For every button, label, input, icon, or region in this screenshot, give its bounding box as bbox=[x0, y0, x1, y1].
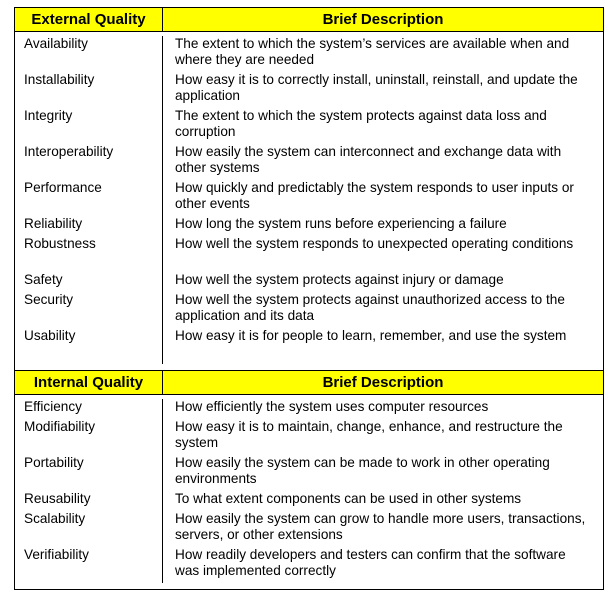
table-row bbox=[15, 144, 603, 180]
quality-attribute-description: How quickly and predictably the system responds to user inputs or other events bbox=[175, 180, 574, 211]
table-row bbox=[15, 180, 603, 216]
table-row bbox=[15, 292, 603, 328]
quality-attribute-name: Interoperability bbox=[15, 144, 163, 180]
quality-attribute-description: How easily the system can grow to handle more users, transactions, servers, or other extensions bbox=[175, 511, 586, 542]
quality-attribute-description: How readily developers and testers can confirm that the software was implemented correctly bbox=[175, 547, 566, 578]
quality-attribute-description: How long the system runs before experiencing a failure bbox=[175, 216, 507, 231]
table-row bbox=[15, 236, 603, 272]
table-row bbox=[15, 328, 603, 364]
internal-quality-section bbox=[15, 370, 603, 589]
quality-attribute-description: How easy it is to maintain, change, enhance, and restructure the system bbox=[175, 419, 563, 450]
external-rows bbox=[15, 32, 603, 370]
quality-attribute-description: To what extent components can be used in other systems bbox=[175, 491, 522, 506]
external-quality-section bbox=[15, 8, 603, 370]
external-description-header: Brief Description bbox=[322, 11, 444, 28]
table-row bbox=[15, 108, 603, 144]
quality-attribute-description: How easy it is to correctly install, uninstall, reinstall, and update the application bbox=[175, 72, 578, 103]
quality-attribute-name: Performance bbox=[15, 180, 163, 216]
quality-attribute-name: Safety bbox=[15, 272, 163, 292]
quality-attribute-name: Robustness bbox=[15, 236, 163, 272]
quality-attribute-description: How easily the system can interconnect and exchange data with other systems bbox=[175, 144, 562, 175]
quality-attribute-description: The extent to which the system protects against data loss and corruption bbox=[175, 108, 547, 139]
external-header-row bbox=[15, 8, 603, 32]
table-row bbox=[15, 36, 603, 72]
table-row bbox=[15, 272, 603, 292]
internal-rows bbox=[15, 395, 603, 589]
quality-attribute-name: Installability bbox=[15, 72, 163, 108]
quality-attribute-name: Efficiency bbox=[15, 399, 163, 419]
quality-attribute-description: How well the system protects against injury or damage bbox=[175, 272, 504, 287]
quality-attribute-name: Integrity bbox=[15, 108, 163, 144]
quality-attribute-name: Verifiability bbox=[15, 547, 163, 583]
table-row bbox=[15, 491, 603, 511]
quality-attribute-name: Security bbox=[15, 292, 163, 328]
table-row bbox=[15, 511, 603, 547]
internal-header-row bbox=[15, 371, 603, 395]
internal-description-header: Brief Description bbox=[322, 374, 444, 391]
quality-attribute-description: How well the system responds to unexpected operating conditions bbox=[175, 236, 574, 251]
quality-attribute-name: Reliability bbox=[15, 216, 163, 236]
quality-attribute-description: How efficiently the system uses computer resources bbox=[175, 399, 489, 414]
quality-attribute-description: How easily the system can be made to work in other operating environments bbox=[175, 455, 550, 486]
quality-attribute-name: Portability bbox=[15, 455, 163, 491]
quality-attribute-description: How well the system protects against unauthorized access to the application and its data bbox=[175, 292, 565, 323]
quality-attribute-name: Scalability bbox=[15, 511, 163, 547]
quality-attributes-table bbox=[14, 7, 604, 590]
table-row bbox=[15, 419, 603, 455]
quality-attribute-name: Usability bbox=[15, 328, 163, 364]
table-row bbox=[15, 216, 603, 236]
table-row bbox=[15, 72, 603, 108]
table-row bbox=[15, 455, 603, 491]
internal-quality-header: Internal Quality bbox=[15, 371, 163, 394]
table-row bbox=[15, 547, 603, 583]
quality-attribute-description: How easy it is for people to learn, remember, and use the system bbox=[175, 328, 567, 343]
quality-attribute-name: Availability bbox=[15, 36, 163, 72]
quality-attribute-name: Modifiability bbox=[15, 419, 163, 455]
quality-attribute-description: The extent to which the system’s services are available when and where they are needed bbox=[175, 36, 570, 67]
quality-attribute-name: Reusability bbox=[15, 491, 163, 511]
table-row bbox=[15, 399, 603, 419]
external-quality-header: External Quality bbox=[15, 8, 163, 31]
